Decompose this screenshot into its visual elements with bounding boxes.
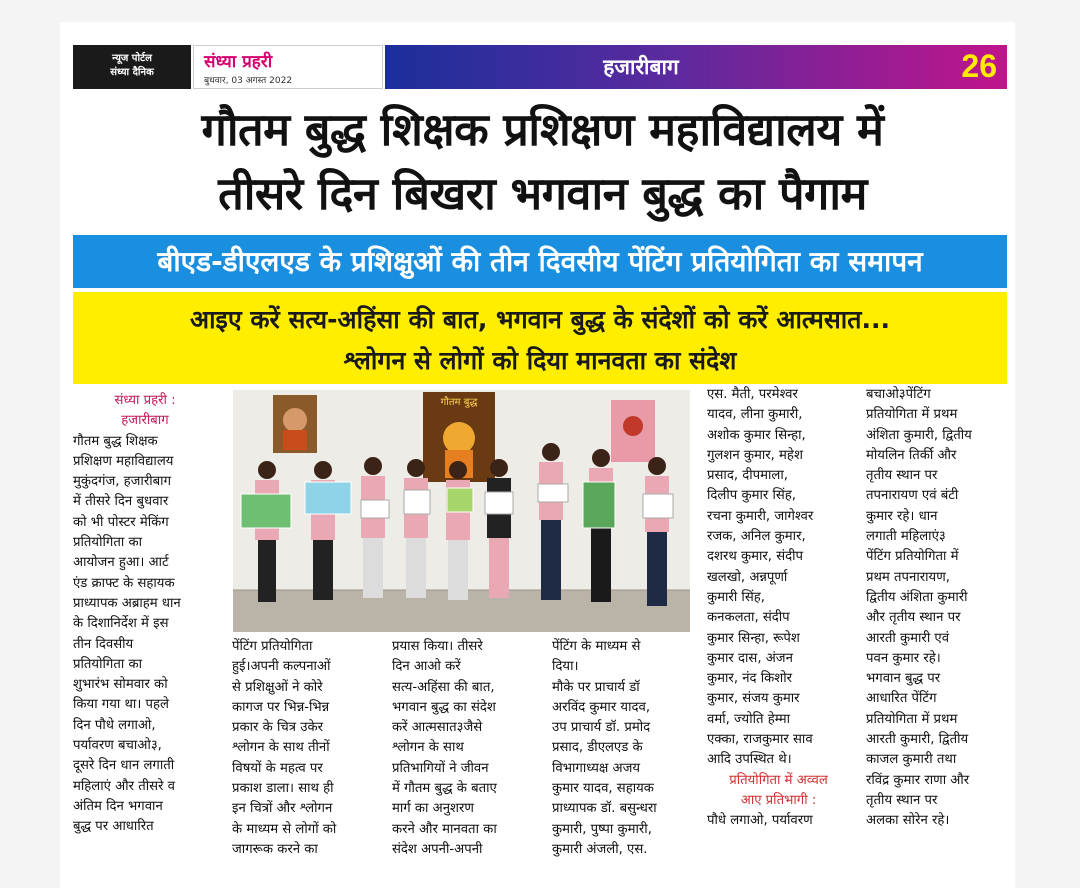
paper-name: संध्या प्रहरी — [204, 52, 273, 72]
col3-line: प्रयास किया। तीसरे — [392, 639, 483, 654]
col6-line: पवन कुमार रहे। — [866, 650, 941, 666]
col1-lines — [73, 432, 217, 838]
page-number: 26 — [961, 48, 997, 84]
col1-line: अंतिम दिन भगवान — [73, 798, 163, 814]
col2-line: से प्रशिक्षुओं ने कोरे — [232, 679, 323, 695]
tagline-line1: न्यूज पोर्टल — [112, 53, 152, 64]
col6-line: काजल कुमारी तथा — [866, 752, 957, 768]
col2-line: कागज पर भिन्न-भिन्न — [232, 699, 330, 715]
col2-line: विषयों के महत्व पर — [232, 760, 323, 776]
col5-last-line: पौधे लगाओ, पर्यावरण — [707, 813, 813, 829]
col3-line: मार्ग का अनुशरण — [392, 801, 474, 817]
issue-date: बुधवार, 03 अगस्त 2022 — [204, 76, 293, 86]
col1-line: बुद्ध पर आधारित — [73, 819, 154, 835]
col5-line: कुमारी सिंह, — [707, 589, 765, 605]
col5-line: कुमार, संजय कुमार — [707, 691, 800, 707]
news-photo — [233, 390, 690, 632]
col4-line: कुमारी, पुष्पा कुमारी, — [552, 821, 652, 837]
col5-line: यादव, लीना कुमारी, — [707, 407, 803, 423]
col1-line: महिलाएं और तीसरे व — [73, 778, 175, 794]
col5-lines — [707, 385, 850, 771]
col2-line: श्लोगन के साथ तीनों — [232, 740, 330, 756]
col1-line: प्राध्यापक अब्राहम धान — [73, 595, 181, 611]
col6-line: प्रतियोगिता में प्रथम — [866, 407, 958, 423]
col1-line: तीन दिवसीय — [73, 636, 134, 652]
col1-line: में तीसरे दिन बुधवार — [73, 494, 169, 510]
col1-line: किया गया था। पहले — [73, 697, 169, 713]
col3-line: प्रतिभागियों ने जीवन — [392, 760, 489, 776]
col1-line: पर्यावरण बचाओ३, — [73, 738, 162, 754]
col1-line: प्रतियोगिता का — [73, 656, 143, 672]
col2-line: प्रकार के चित्र उकेर — [232, 720, 323, 736]
col4-line: प्रसाद, डीएलएड के — [552, 740, 643, 756]
yellow-subheading — [73, 292, 1007, 384]
poster-buddha-label: गौतम बुद्ध — [440, 397, 478, 408]
winners-subhead-2: आए प्रतिभागी : — [740, 792, 817, 808]
col1-line: को भी पोस्टर मेकिंग — [73, 514, 169, 530]
byline-2: हजारीबाग — [121, 413, 169, 429]
col1-line: प्रशिक्षण महाविद्यालय — [73, 453, 174, 469]
col5-line: आदि उपस्थित थे। — [707, 752, 792, 768]
col1-line: गौतम बुद्ध शिक्षक — [73, 433, 158, 449]
article-column-2 — [232, 637, 372, 860]
col6-line: तपनारायण एवं बंटी — [866, 488, 959, 504]
col4-line: प्राध्यापक डॉ. बसुन्धरा — [552, 801, 657, 817]
col6-line: रविंद्र कुमार राणा और — [866, 772, 970, 788]
yellow-subheading-line1: आइए करें सत्य-अहिंसा की बात, भगवान बुद्ध के संदेशों को करें आत्मसात... — [190, 305, 890, 334]
col3-line: सत्य-अहिंसा की बात, — [392, 679, 495, 695]
col6-line: द्वितीय अंशिता कुमारी — [866, 589, 968, 605]
col6-line: पेंटिंग प्रतियोगिता में — [866, 549, 959, 565]
col5-line: प्रसाद, दीपमाला, — [707, 468, 788, 484]
col5-line: रचना कुमारी, जागेश्वर — [707, 508, 814, 524]
yellow-subheading-line2: श्लोगन से लोगों को दिया मानवता का संदेश — [343, 346, 737, 375]
col1-line: दूसरे दिन धान लगाती — [73, 758, 175, 774]
col5-line: कुमार दास, अंजन — [707, 650, 793, 666]
col6-line: और तृतीय स्थान पर — [866, 610, 961, 626]
col6-line: लगाती महिलाएं३ — [866, 529, 946, 545]
col3-line: श्लोगन के साथ — [392, 740, 464, 756]
group-photo-illustration — [233, 390, 690, 632]
col5-line: वर्मा, ज्योति हेम्मा — [707, 711, 790, 727]
col4-line: कुमार यादव, सहायक — [552, 781, 654, 797]
col1-line: आयोजन हुआ। आर्ट — [73, 555, 169, 571]
col5-line: कनकलता, संदीप — [707, 610, 790, 626]
col4-line: उप प्राचार्य डॉ. प्रमोद — [552, 720, 651, 736]
col6-line: आरती कुमारी, द्वितीय — [866, 732, 969, 748]
col1-line: दिन पौधे लगाओ, — [73, 717, 156, 733]
col6-line: तृतीय स्थान पर — [866, 792, 938, 808]
blue-subheading: बीएड-डीएलएड के प्रशिक्षुओं की तीन दिवसीय पेंटिंग प्रतियोगिता का समापन — [73, 235, 1007, 288]
col6-line: आधारित पेंटिंग — [866, 691, 937, 707]
col6-line: प्रथम तपनारायण, — [866, 569, 950, 585]
col6-line: बचाओ३पेंटिंग — [866, 387, 931, 402]
col6-line: अलका सोरेन रहे। — [866, 813, 950, 829]
masthead-tagline — [73, 45, 191, 89]
col5-line: दिलीप कुमार सिंह, — [707, 488, 796, 504]
col6-line: कुमार रहे। धान — [866, 508, 938, 524]
col2-line: पेंटिंग प्रतियोगिता — [232, 639, 313, 654]
col5-line: कुमार, नंद किशोर — [707, 671, 793, 687]
section-band — [385, 45, 1007, 89]
col5-line: गुलशन कुमार, महेश — [707, 447, 803, 463]
col2-line: हुई।अपनी कल्पनाओं — [232, 659, 331, 675]
col6-line: आरती कुमारी एवं — [866, 630, 950, 646]
article-column-6 — [866, 385, 1008, 832]
col6-line: तृतीय स्थान पर — [866, 468, 938, 484]
article-column-4 — [552, 637, 692, 860]
col5-line: खलखो, अन्नपूर्णा — [707, 569, 788, 585]
headline-line2: तीसरे दिन बिखरा भगवान बुद्ध का पैगाम — [218, 167, 867, 220]
col5-line: एस. मैती, परमेश्वर — [707, 387, 798, 402]
col6-line: मोयलिन तिर्की और — [866, 447, 957, 463]
col1-line: प्रतियोगिता का — [73, 535, 143, 551]
section-name: हजारीबाग — [603, 55, 679, 79]
article-column-5 — [707, 385, 850, 832]
col2-line: के माध्यम से लोगों को — [232, 821, 337, 837]
col4-line: विभागाध्यक्ष अजय — [552, 760, 641, 776]
col6-line: भगवान बुद्ध पर — [866, 671, 941, 687]
col5-line: एक्का, राजकुमार साव — [707, 732, 813, 748]
col3-line: करने और मानवता का — [392, 821, 497, 837]
col2-line: जागरूक करने का — [232, 841, 318, 857]
col1-line: एंड क्राफ्ट के सहायक — [73, 575, 175, 591]
col4-line: पेंटिंग के माध्यम से — [552, 639, 641, 654]
tagline-line2: संध्या दैनिक — [110, 67, 154, 78]
col5-line: अशोक कुमार सिन्हा, — [707, 427, 806, 443]
col1-line: के दिशानिर्देश में इस — [73, 616, 169, 632]
col2-line: प्रकाश डाला। साथ ही — [232, 781, 334, 797]
col2-line: इन चित्रों और श्लोगन — [232, 801, 333, 817]
winners-subhead-1: प्रतियोगिता में अव्वल — [729, 772, 828, 788]
col5-line: रजक, अनिल कुमार, — [707, 529, 806, 545]
article-column-1 — [73, 391, 217, 838]
col5-line: दशरथ कुमार, संदीप — [707, 549, 804, 565]
byline-1: संध्या प्रहरी : — [114, 393, 176, 408]
paper-logo — [193, 45, 383, 89]
col3-line: संदेश अपनी-अपनी — [392, 841, 483, 857]
col3-line: करें आत्मसात३जैसे — [392, 720, 483, 736]
col3-line: दिन आओ करें — [392, 659, 461, 675]
col4-line: दिया। — [552, 659, 579, 675]
col6-line: प्रतियोगिता में प्रथम — [866, 711, 958, 727]
col3-line: में गौतम बुद्ध के बताए — [392, 781, 497, 797]
col4-line: कुमारी अंजली, एस. — [552, 841, 648, 857]
col4-line: मौके पर प्राचार्य डॉ — [552, 679, 640, 695]
col3-line: भगवान बुद्ध का संदेश — [392, 699, 496, 715]
col4-line: अरविंद कुमार यादव, — [552, 699, 651, 715]
col1-line: शुभारंभ सोमवार को — [73, 677, 168, 693]
article-column-3 — [392, 637, 532, 860]
col1-line: मुकुंदगंज, हजारीबाग — [73, 474, 171, 490]
col5-line: कुमार सिन्हा, रूपेश — [707, 630, 800, 646]
col6-line: अंशिता कुमारी, द्वितीय — [866, 427, 972, 443]
headline-line1: गौतम बुद्ध शिक्षक प्रशिक्षण महाविद्यालय में — [201, 103, 884, 156]
masthead — [73, 45, 1007, 89]
